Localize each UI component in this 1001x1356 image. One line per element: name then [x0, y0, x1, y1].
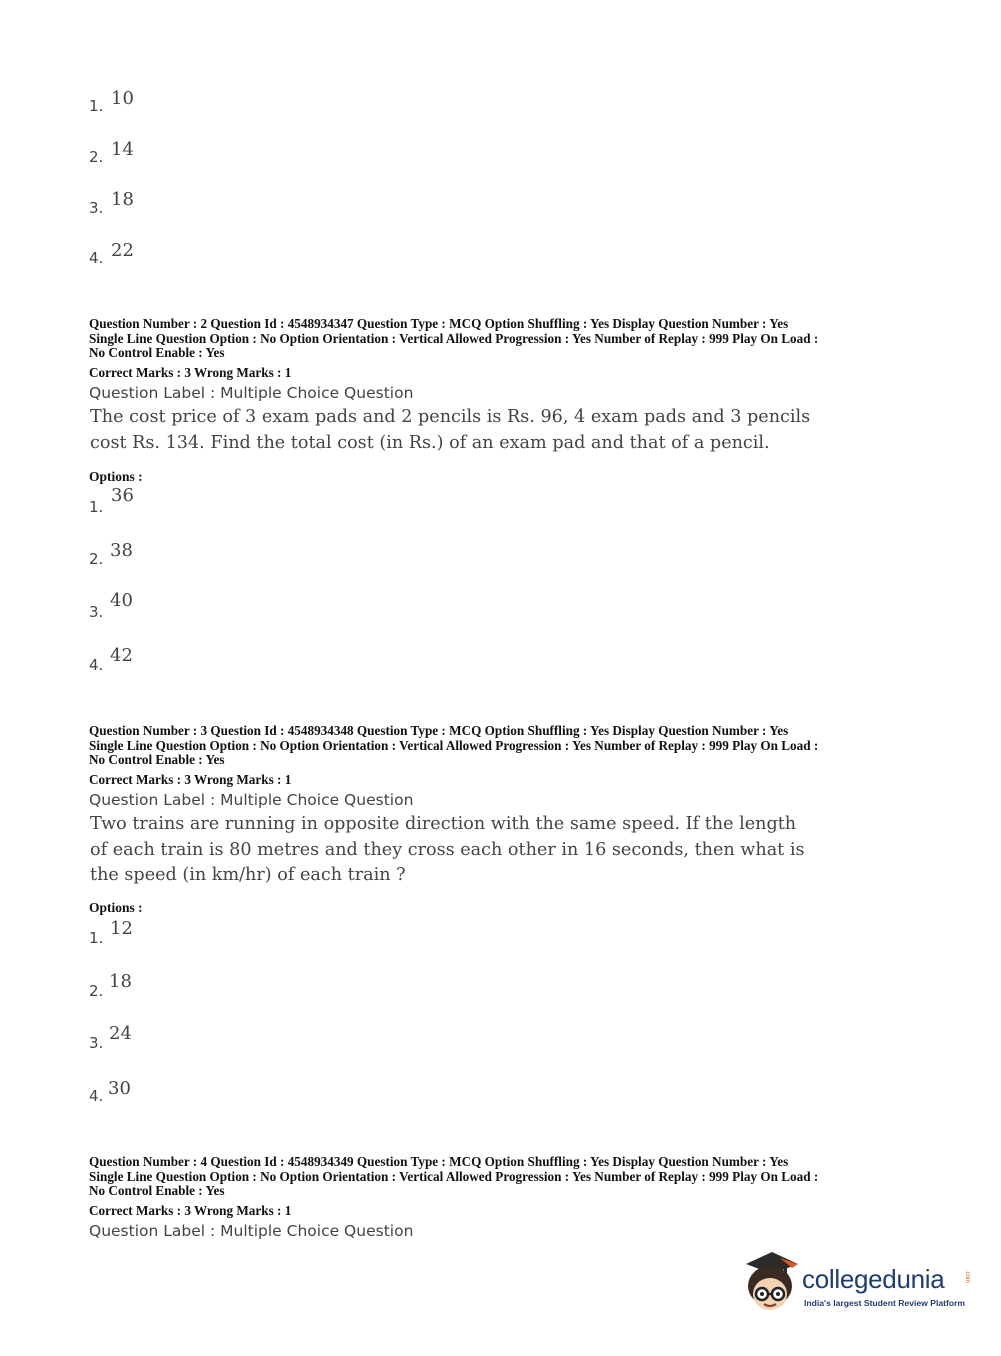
question-text-line: of each train is 80 metres and they cross each other in 16 seconds, then what is: [90, 839, 805, 860]
question-text: [90, 812, 830, 889]
collegedunia-logo: [740, 1248, 972, 1320]
option-value: 18: [111, 189, 134, 210]
option-number: 2.: [89, 982, 104, 1000]
option-number: 3.: [89, 199, 104, 217]
option-value: 24: [109, 1023, 132, 1044]
option-number: 3.: [89, 603, 104, 621]
option-value: 30: [108, 1078, 131, 1099]
option-number: 1.: [89, 498, 104, 516]
logo-name: collegedunia: [802, 1264, 945, 1294]
logo-tagline: India's largest Student Review Platform: [804, 1298, 966, 1308]
question-meta: [89, 724, 919, 768]
option-value: 36: [111, 485, 134, 506]
option-number: 1.: [89, 929, 104, 947]
meta-line: Question Number : 4 Question Id : 4548934349 Question Type : MCQ Option Shuffling : Yes Display Question Number : Yes: [89, 1154, 789, 1169]
question-text-line: the speed (in km/hr) of each train ?: [90, 865, 406, 885]
question-text-line: The cost price of 3 exam pads and 2 pencils is Rs. 96, 4 exam pads and 3 pencils: [90, 407, 811, 427]
option-value: 10: [111, 88, 134, 109]
option-value: 18: [109, 971, 132, 992]
meta-line: Question Number : 3 Question Id : 4548934348 Question Type : MCQ Option Shuffling : Yes Display Question Number : Yes: [89, 723, 789, 738]
meta-line: No Control Enable : Yes: [89, 345, 225, 361]
option-value: 38: [110, 540, 133, 561]
question-meta: [89, 1155, 919, 1199]
question-meta: [89, 317, 919, 361]
meta-line: Single Line Question Option : No Option Orientation : Vertical Allowed Progression : Yes Number of Replay : 999 Play On Load :: [89, 737, 819, 753]
question-marks: Correct Marks : 3 Wrong Marks : 1: [89, 365, 292, 380]
meta-line: No Control Enable : Yes: [89, 752, 225, 768]
meta-line: Single Line Question Option : No Option Orientation : Vertical Allowed Progression : Yes Number of Replay : 999 Play On Load :: [89, 330, 819, 346]
meta-line: Question Number : 2 Question Id : 4548934347 Question Type : MCQ Option Shuffling : Yes Display Question Number : Yes: [89, 316, 789, 331]
option-value: 40: [110, 590, 133, 611]
option-value: 14: [111, 139, 134, 160]
question-label: Question Label : Multiple Choice Question: [89, 791, 414, 809]
logo-domain: .com: [964, 1270, 970, 1284]
question-text-line: cost Rs. 134. Find the total cost (in Rs.) of an exam pad and that of a pencil.: [90, 432, 770, 453]
meta-line: Single Line Question Option : No Option Orientation : Vertical Allowed Progression : Yes Number of Replay : 999 Play On Load :: [89, 1168, 819, 1184]
options-heading: Options :: [89, 900, 143, 915]
meta-line: No Control Enable : Yes: [89, 1183, 225, 1199]
option-number: 4.: [89, 249, 104, 267]
question-label: Question Label : Multiple Choice Question: [89, 1222, 414, 1240]
options-heading: Options :: [89, 469, 143, 484]
option-number: 2.: [89, 148, 104, 166]
option-value: 22: [111, 240, 134, 261]
option-number: 1.: [89, 97, 104, 115]
option-number: 4.: [89, 1087, 104, 1105]
question-text-line: Two trains are running in opposite direction with the same speed. If the length: [90, 814, 797, 834]
question-marks: Correct Marks : 3 Wrong Marks : 1: [89, 772, 292, 787]
question-label: Question Label : Multiple Choice Question: [89, 384, 414, 402]
option-number: 3.: [89, 1034, 104, 1052]
question-text: [90, 405, 830, 456]
option-number: 4.: [89, 656, 104, 674]
option-value: 12: [110, 918, 133, 939]
option-number: 2.: [89, 550, 104, 568]
option-value: 42: [110, 645, 133, 666]
question-marks: Correct Marks : 3 Wrong Marks : 1: [89, 1203, 292, 1218]
mascot-icon: [740, 1248, 804, 1320]
